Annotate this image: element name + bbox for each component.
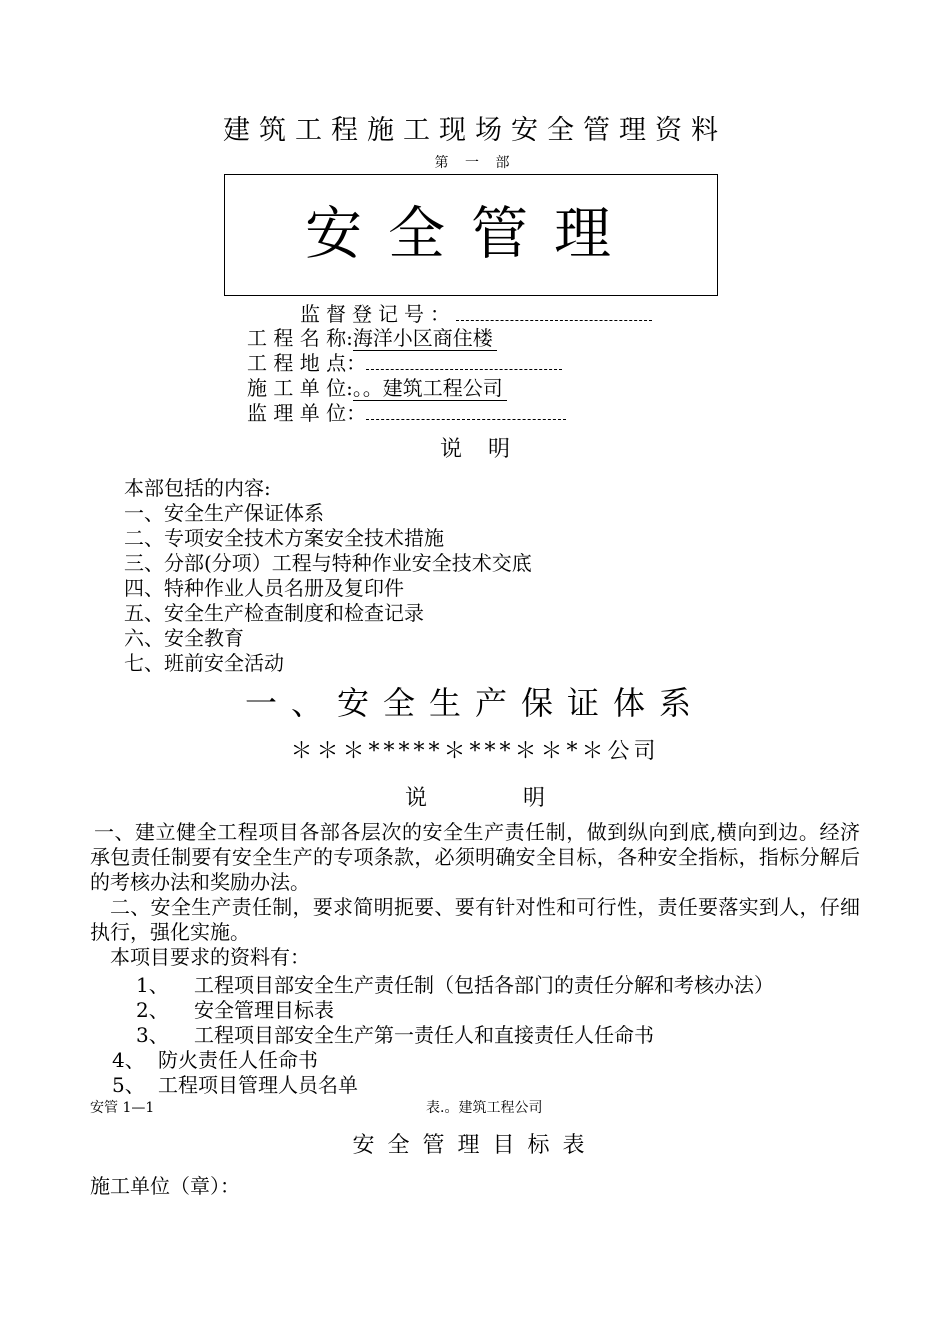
requirement-text: 工程项目部安全生产责任制（包括各部门的责任分解和考核办法） [194, 973, 774, 997]
contents-item: 四、特种作业人员名册及复印件 [124, 576, 404, 600]
paragraph: 二、安全生产责任制，要求简明扼要、要有针对性和可行性，责任要落实到人，仔细执行，强化实施。 [90, 895, 860, 944]
contents-item: 一、安全生产保证体系 [124, 501, 324, 525]
intro-lead: 本部包括的内容: [124, 476, 271, 500]
contents-item: 六、安全教育 [124, 626, 244, 650]
requirement-text: 安全管理目标表 [194, 998, 334, 1022]
requirement-text: 工程项目部安全生产第一责任人和直接责任人任命书 [194, 1023, 654, 1047]
project-location-label: 工 程 地 点： [247, 351, 367, 375]
intro-note-title: 说明 [439, 437, 536, 462]
project-name-label: 工 程 名 称: [247, 326, 353, 350]
contents-item: 三、分部(分项）工程与特种作业安全技术交底 [124, 551, 532, 575]
section-note-title: 说明 [404, 786, 641, 811]
registration-label: 监督登记号： [300, 302, 456, 326]
project-location-blank [366, 351, 562, 370]
table-title: 安全管理目标表 [352, 1133, 598, 1158]
registration-blank [456, 302, 652, 321]
contents-item: 二、专项安全技术方案安全技术措施 [124, 526, 444, 550]
construction-unit-seal-label: 施工单位（章）： [90, 1174, 240, 1198]
construction-unit-label: 施 工 单 位: [247, 376, 353, 400]
requirement-number: 5、 [112, 1073, 145, 1097]
company-name: ＊＊＊*****＊***＊＊*＊公司 [290, 739, 660, 764]
cover-title: 安全管理 [305, 201, 637, 267]
paragraph: 一、建立健全工程项目各部各层次的安全生产责任制，做到纵向到底,横向到边。经济承包责任制要有安全生产的专项条款，必须明确安全目标，各种安全指标，指标分解后的考核办法和奖励办法。 [90, 820, 860, 894]
supervision-unit-label: 监 理 单 位： [247, 401, 367, 425]
requirement-number: 3、 [136, 1023, 169, 1047]
section-title: 一、安全生产保证体系 [244, 684, 705, 722]
document-title: 建筑工程施工现场安全管理资料 [223, 115, 727, 146]
part-label: 第 一 部 [434, 155, 516, 171]
requirement-number: 4、 [112, 1048, 145, 1072]
requirement-text: 防火责任人任命书 [158, 1048, 318, 1072]
requirement-item [112, 1069, 358, 1098]
requirement-text: 工程项目管理人员名单 [158, 1073, 358, 1097]
paragraph: 本项目要求的资料有： [110, 945, 310, 969]
form-code: 安管 1—1 [90, 1100, 155, 1116]
contents-item: 七、班前安全活动 [124, 651, 284, 675]
requirement-number: 2、 [136, 998, 169, 1022]
section-paragraphs [90, 820, 860, 970]
supervision-unit-row [247, 397, 566, 426]
supervision-unit-blank [366, 401, 566, 420]
project-name-value: 海洋小区商住楼 [353, 326, 497, 351]
construction-unit-value: 。。建筑工程公司 [353, 376, 507, 401]
contents-item: 五、安全生产检查制度和检查记录 [124, 601, 424, 625]
cover-title-box [224, 174, 718, 296]
requirement-number: 1、 [136, 973, 169, 997]
form-company: 表.。建筑工程公司 [426, 1100, 543, 1116]
